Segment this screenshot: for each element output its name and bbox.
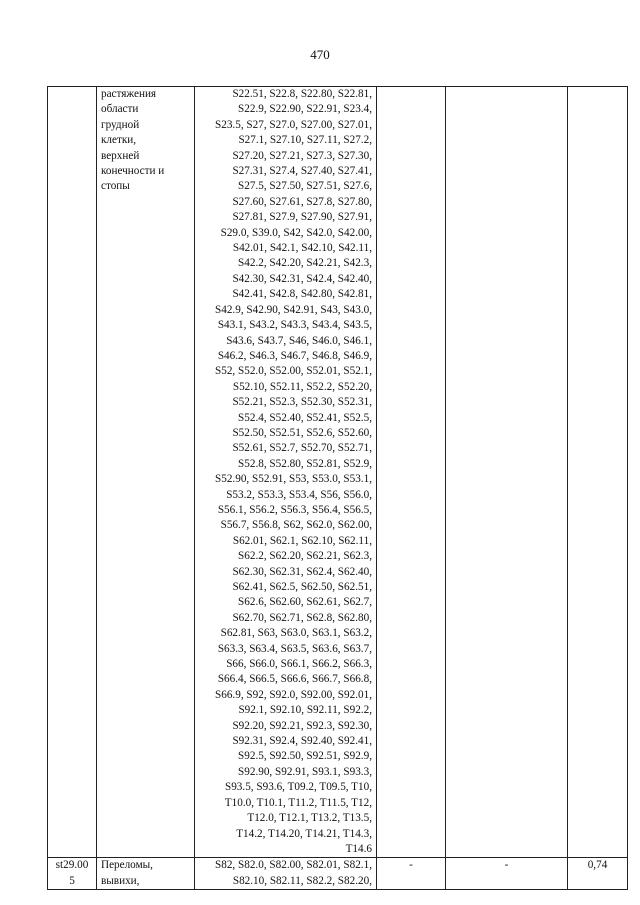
icd-line: S66.9, S92, S92.0, S92.00, S92.01, <box>215 688 372 701</box>
name-cell <box>97 87 195 858</box>
icd-line: S62.6, S62.60, S62.61, S62.7, <box>238 596 372 609</box>
name-line: грудной <box>101 118 140 131</box>
icd-line: T10.0, T10.1, T11.2, T11.5, T12, <box>224 796 372 809</box>
icd-line: S42.01, S42.1, S42.10, S42.11, <box>232 242 372 255</box>
icd-line: S92.31, S92.4, S92.40, S92.41, <box>232 735 372 748</box>
icd-line: S56.1, S56.2, S56.3, S56.4, S56.5, <box>217 503 372 516</box>
icd-line: S42.2, S42.20, S42.21, S42.3, <box>238 257 372 270</box>
icd-line: S56.7, S56.8, S62, S62.0, S62.00, <box>220 519 372 532</box>
icd-codes-cell <box>195 87 377 858</box>
icd-line: S52.61, S52.7, S52.70, S52.71, <box>232 442 372 455</box>
icd-line: S52.8, S52.80, S52.81, S52.9, <box>238 457 372 470</box>
icd-line: S53.2, S53.3, S53.4, S56, S56.0, <box>226 488 372 501</box>
dash-cell: - <box>377 858 446 890</box>
icd-line: S52.10, S52.11, S52.2, S52.20, <box>232 380 372 393</box>
icd-line: S43.6, S43.7, S46, S46.0, S46.1, <box>226 334 372 347</box>
icd-line: S27.20, S27.21, S27.3, S27.30, <box>232 149 372 162</box>
icd-line: S46.2, S46.3, S46.7, S46.8, S46.9, <box>217 349 372 362</box>
icd-line: S27.60, S27.61, S27.8, S27.80, <box>232 195 372 208</box>
icd-line: S93.5, S93.6, T09.2, T09.5, T10, <box>224 781 372 794</box>
icd-line: S43.1, S43.2, S43.3, S43.4, S43.5, <box>217 319 372 332</box>
icd-line: S92.5, S92.50, S92.51, S92.9, <box>238 750 372 763</box>
name-line: вывихи, <box>101 874 140 887</box>
table-row <box>48 858 628 890</box>
icd-line: S52.50, S52.51, S52.6, S52.60, <box>232 426 372 439</box>
icd-line: S52.21, S52.3, S52.30, S52.31, <box>232 396 372 409</box>
code-line: st29.00 <box>55 859 89 872</box>
icd-line: S66.4, S66.5, S66.6, S66.7, S66.8, <box>217 673 372 686</box>
icd-line: S92.90, S92.91, S93.1, S93.3, <box>238 765 372 778</box>
icd-line: S27.5, S27.50, S27.51, S27.6, <box>238 180 372 193</box>
icd-line: S42.41, S42.8, S42.80, S42.81, <box>232 288 372 301</box>
icd-line: S62.41, S62.5, S62.50, S62.51, <box>232 581 372 593</box>
icd-line: S22.9, S22.90, S22.91, S23.4, <box>238 103 372 116</box>
dash-cell: - <box>446 858 568 890</box>
tariff-table <box>47 86 628 890</box>
icd-line: S62.70, S62.71, S62.8, S62.80, <box>232 611 372 624</box>
icd-codes-cell <box>195 858 377 890</box>
icd-line: T14.6 <box>345 842 372 855</box>
name-line: верхней <box>101 149 140 162</box>
icd-line: S29.0, S39.0, S42, S42.0, S42.00, <box>220 226 372 239</box>
icd-line: S27.31, S27.4, S27.40, S27.41, <box>232 165 372 178</box>
coefficient-cell: 0,74 <box>568 858 628 890</box>
icd-line: S82, S82.0, S82.00, S82.01, S82.1, <box>215 859 372 872</box>
icd-line: S62.81, S63, S63.0, S63.1, S63.2, <box>220 627 372 640</box>
page-number: 470 <box>310 47 330 62</box>
code-cell <box>48 858 97 890</box>
icd-line: S82.10, S82.11, S82.2, S82.20, <box>232 874 372 887</box>
icd-line: S63.3, S63.4, S63.5, S63.6, S63.7, <box>217 642 372 655</box>
icd-line: S92.20, S92.21, S92.3, S92.30, <box>232 719 372 732</box>
empty-cell <box>446 87 568 858</box>
icd-line: T12.0, T12.1, T13.2, T13.5, <box>247 812 372 825</box>
icd-line: S62.2, S62.20, S62.21, S62.3, <box>238 550 372 563</box>
icd-line: S92.1, S92.10, S92.11, S92.2, <box>238 704 372 717</box>
code-cell <box>48 87 97 858</box>
icd-line: S42.30, S42.31, S42.4, S42.40, <box>232 272 372 285</box>
name-cell <box>97 858 195 890</box>
name-line: стопы <box>101 180 130 193</box>
icd-line: S52.4, S52.40, S52.41, S52.5, <box>238 411 372 424</box>
icd-line: S66, S66.0, S66.1, S66.2, S66.3, <box>226 658 372 671</box>
icd-line: S42.9, S42.90, S42.91, S43, S43.0, <box>215 303 372 316</box>
icd-line: S52.90, S52.91, S53, S53.0, S53.1, <box>215 473 372 486</box>
name-line: конечности и <box>101 165 165 178</box>
icd-line: S23.5, S27, S27.0, S27.00, S27.01, <box>215 118 372 131</box>
icd-line: S62.30, S62.31, S62.4, S62.40, <box>232 565 372 578</box>
code-line: 5 <box>69 874 75 887</box>
table-row <box>48 87 628 858</box>
icd-line: S22.51, S22.8, S22.80, S22.81, <box>232 88 372 100</box>
icd-line: S52, S52.0, S52.00, S52.01, S52.1, <box>215 365 372 378</box>
icd-line: S62.01, S62.1, S62.10, S62.11, <box>232 534 372 547</box>
icd-line: T14.2, T14.20, T14.21, T14.3, <box>236 827 372 840</box>
icd-line: S27.1, S27.10, S27.11, S27.2, <box>238 134 372 147</box>
name-line: области <box>101 103 139 116</box>
empty-cell <box>377 87 446 858</box>
name-line: Переломы, <box>101 859 153 872</box>
name-line: растяжения <box>101 88 157 100</box>
name-line: клетки, <box>101 134 137 147</box>
empty-cell <box>568 87 628 858</box>
icd-line: S27.81, S27.9, S27.90, S27.91, <box>232 211 372 224</box>
